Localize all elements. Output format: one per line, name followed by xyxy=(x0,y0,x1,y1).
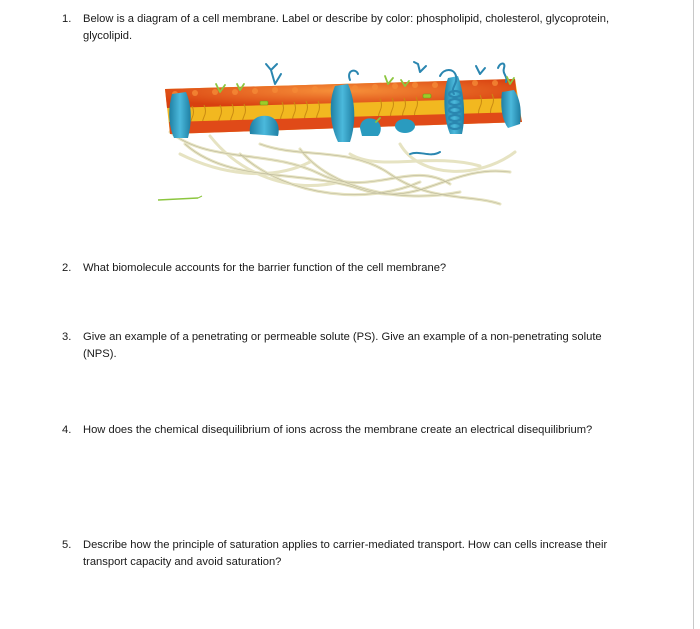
image-credit-mark xyxy=(158,196,202,200)
cell-membrane-diagram xyxy=(150,54,530,214)
question-2 xyxy=(62,260,622,277)
question-number: 3. xyxy=(62,331,72,343)
question-text: Describe how the principle of saturation applies to carrier-mediated transport. How can cells increase their transport capacity and avoid saturation? xyxy=(83,539,608,568)
question-text: What biomolecule accounts for the barrier function of the cell membrane? xyxy=(83,262,447,274)
question-number: 2. xyxy=(62,262,72,274)
question-number: 4. xyxy=(62,424,72,436)
question-text: Below is a diagram of a cell membrane. Label or describe by color: phospholipid, cholesterol, glycoprotein, glycolipid. xyxy=(83,13,610,42)
question-number: 1. xyxy=(62,13,72,25)
question-3 xyxy=(62,329,622,363)
question-4 xyxy=(62,422,622,439)
question-number: 5. xyxy=(62,539,72,551)
cytoskeleton-filaments xyxy=(170,132,515,204)
question-text: Give an example of a penetrating or permeable solute (PS). Give an example of a non-penetrating solute (NPS). xyxy=(83,331,602,360)
question-1 xyxy=(62,11,622,45)
page-edge-divider xyxy=(693,0,694,629)
question-text: How does the chemical disequilibrium of ions across the membrane create an electrical disequilibrium? xyxy=(83,424,593,436)
question-5 xyxy=(62,537,622,571)
